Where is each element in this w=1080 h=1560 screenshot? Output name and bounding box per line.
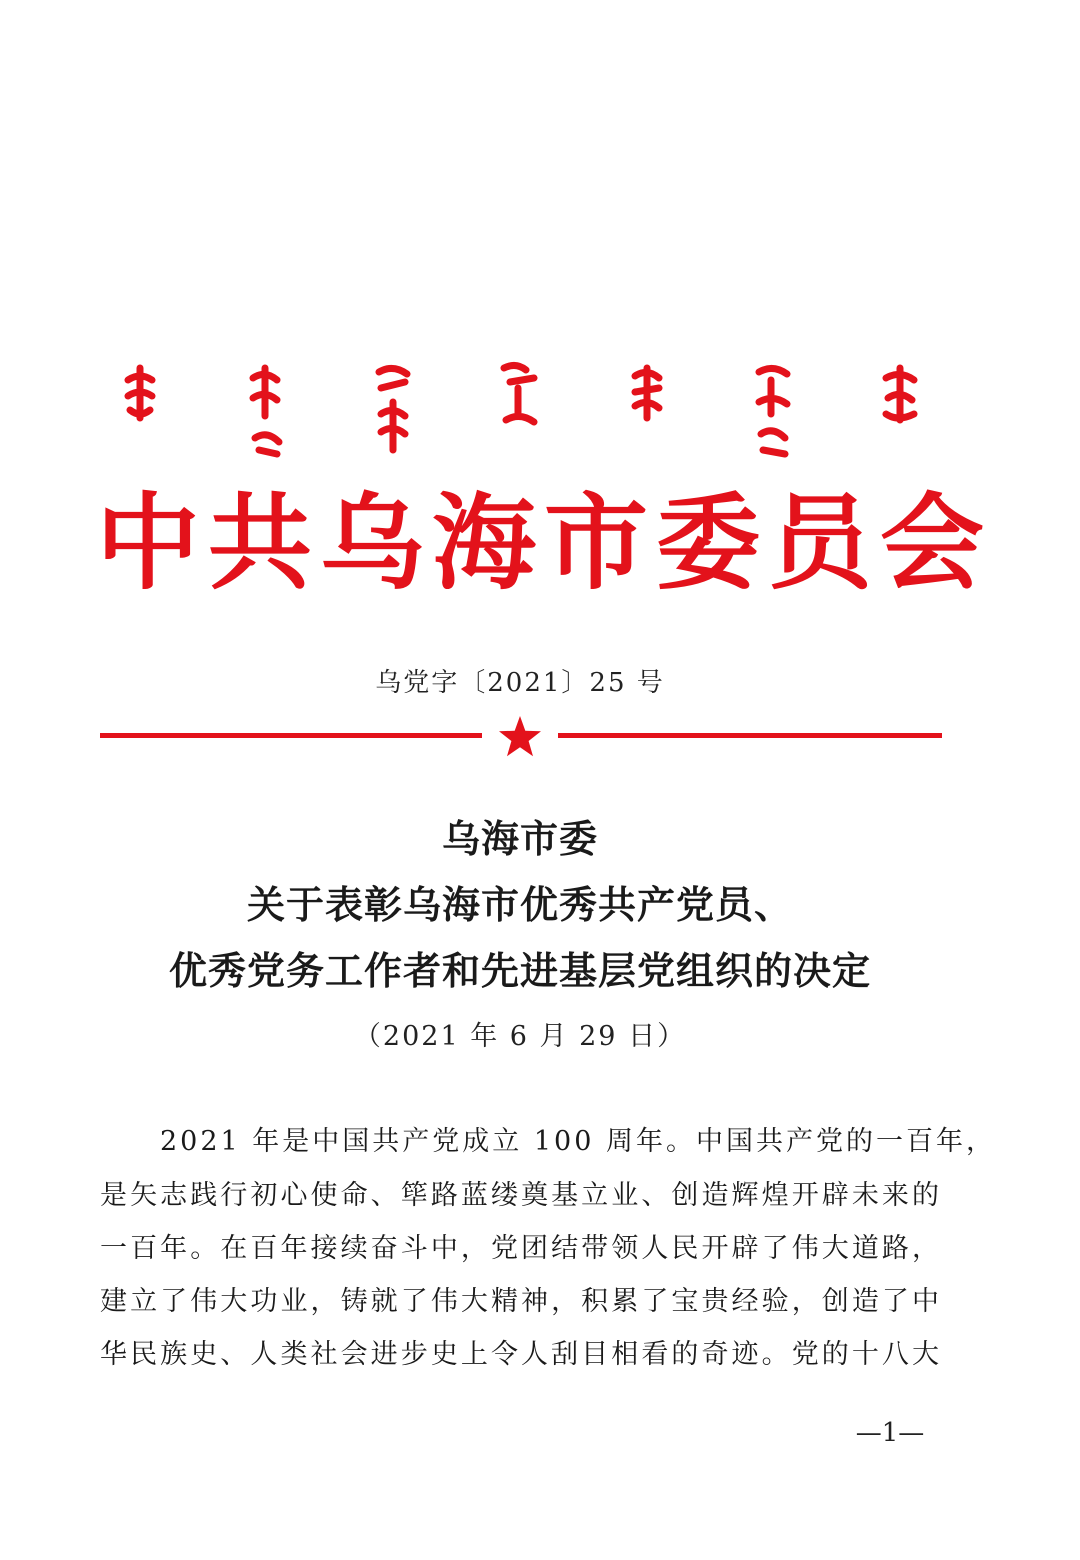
document-number: 乌党字〔2021〕25 号	[375, 668, 665, 698]
divider-left-rule	[100, 733, 482, 738]
org-char: 会	[879, 482, 984, 604]
body-text-line: 一百年。在百年接续奋斗中，党团结带领人民开辟了伟大道路，	[100, 1233, 942, 1264]
org-name-header	[95, 478, 985, 608]
org-char: 海	[431, 482, 536, 604]
mongolian-word	[110, 358, 170, 468]
document-title-line-1: 乌海市委	[441, 816, 598, 861]
divider-right-rule	[558, 733, 942, 738]
document-title-line-3: 优秀党务工作者和先进基层党组织的决定	[168, 948, 871, 993]
mongolian-org-name	[110, 358, 930, 468]
org-char: 员	[767, 482, 872, 604]
mongolian-word	[363, 358, 423, 468]
body-text-line: 2021 年是中国共产党成立 100 周年。中国共产党的一百年，	[160, 1126, 996, 1157]
star-icon	[499, 716, 541, 756]
org-char: 委	[655, 482, 760, 604]
document-date: （2021 年 6 月 29 日）	[353, 1021, 687, 1052]
mongolian-word	[490, 358, 550, 468]
mongolian-word	[743, 358, 803, 468]
org-char: 市	[543, 482, 648, 604]
header-divider	[100, 712, 942, 762]
mongolian-word	[870, 358, 930, 468]
org-char: 共	[207, 482, 312, 604]
org-char: 中	[95, 482, 200, 604]
mongolian-word	[237, 358, 297, 468]
page-number: —1—	[855, 1418, 925, 1448]
document-title-line-2: 关于表彰乌海市优秀共产党员、	[246, 882, 793, 927]
org-char: 乌	[319, 482, 424, 604]
mongolian-word	[617, 358, 677, 468]
body-text-line: 建立了伟大功业，铸就了伟大精神，积累了宝贵经验，创造了中	[100, 1286, 942, 1317]
body-text-line: 华民族史、人类社会进步史上令人刮目相看的奇迹。党的十八大	[100, 1339, 942, 1370]
body-text-line: 是矢志践行初心使命、筚路蓝缕奠基立业、创造辉煌开辟未来的	[100, 1180, 942, 1211]
